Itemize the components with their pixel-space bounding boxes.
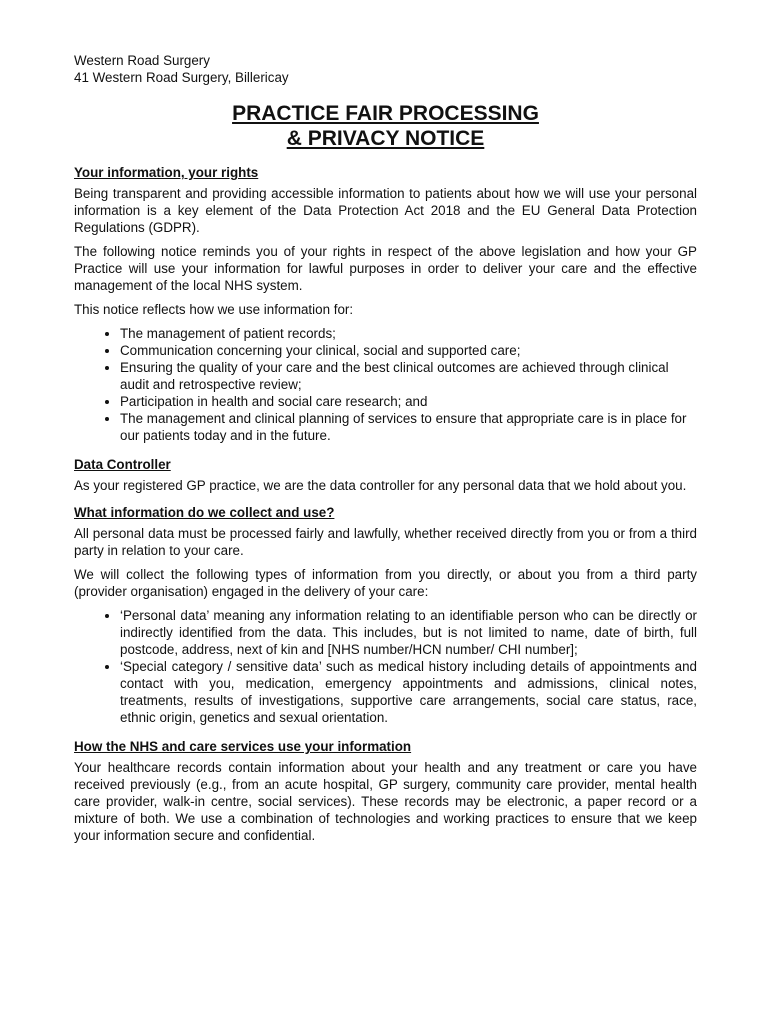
- section-data-controller: [74, 456, 697, 494]
- nhs-paragraph-1: Your healthcare records contain information about your health and any treatment or care you have received previously (e.g., from an acute hospital, GP surgery, community care provider, mental health care provider, walk-in centre, social services). These records may be electronic, a paper record or a mixture of both. We use a combination of technologies and working practices to ensure that we keep your information secure and confidential.: [74, 760, 697, 843]
- practice-address: 41 Western Road Surgery, Billericay: [74, 70, 289, 85]
- list-item: • Communication concerning your clinical, social and supported care;: [120, 342, 697, 359]
- title-line-2: & PRIVACY NOTICE: [286, 127, 485, 150]
- heading-nhs-use: How the NHS and care services use your information: [74, 739, 412, 754]
- section-what-we-collect: [74, 504, 697, 726]
- list-item: • The management of patient records;: [120, 325, 697, 342]
- list-item: • The management and clinical planning of services to ensure that appropriate care is in place for our patients today and in the future.: [120, 410, 697, 444]
- document-body: [74, 52, 697, 851]
- heading-data-controller: Data Controller: [74, 457, 171, 472]
- rights-paragraph-3: This notice reflects how we use information for:: [74, 302, 354, 317]
- rights-paragraph-1: Being transparent and providing accessible information to patients about how we will use your personal information is a key element of the Data Protection Act 2018 and the EU General Data Protection Regulations (GDPR).: [74, 186, 697, 235]
- controller-paragraph-1: As your registered GP practice, we are the data controller for any personal data that we hold about you.: [74, 478, 687, 493]
- section-nhs-use: [74, 738, 697, 844]
- rights-bullet-list: [74, 325, 697, 444]
- document-title: [74, 101, 697, 151]
- list-item: • ‘Personal data’ meaning any information relating to an identifiable person who can be directly or indirectly identified from the data. This includes, but is not limited to name, date of birth, full postcode, address, next of kin and [NHS number/HCN number/ CHI number];: [120, 607, 697, 658]
- list-item: • Ensuring the quality of your care and the best clinical outcomes are achieved through clinical audit and retrospective review;: [120, 359, 697, 393]
- heading-what-we-collect: What information do we collect and use?: [74, 505, 335, 520]
- section-your-rights: [74, 164, 697, 444]
- list-item: • ‘Special category / sensitive data’ such as medical history including details of appointments and contact with you, medication, emergency appointments and admissions, clinical notes, treatments, results of investigations, supportive care arrangements, social care status, race, ethnic origin, genetics and sexual orientation.: [120, 658, 697, 726]
- heading-your-rights: Your information, your rights: [74, 165, 259, 180]
- collect-bullet-list: [74, 607, 697, 726]
- list-item: • Participation in health and social care research; and: [120, 393, 697, 410]
- title-line-1: PRACTICE FAIR PROCESSING: [232, 102, 539, 125]
- collect-paragraph-2: We will collect the following types of information from you directly, or about you from a third party (provider organisation) engaged in the delivery of your care:: [74, 567, 697, 599]
- practice-name: Western Road Surgery: [74, 53, 210, 68]
- rights-paragraph-2: The following notice reminds you of your rights in respect of the above legislation and how your GP Practice will use your information for lawful purposes in order to deliver your care and the effective management of the local NHS system.: [74, 244, 697, 293]
- collect-paragraph-1: All personal data must be processed fairly and lawfully, whether received directly from you or from a third party in relation to your care.: [74, 526, 697, 558]
